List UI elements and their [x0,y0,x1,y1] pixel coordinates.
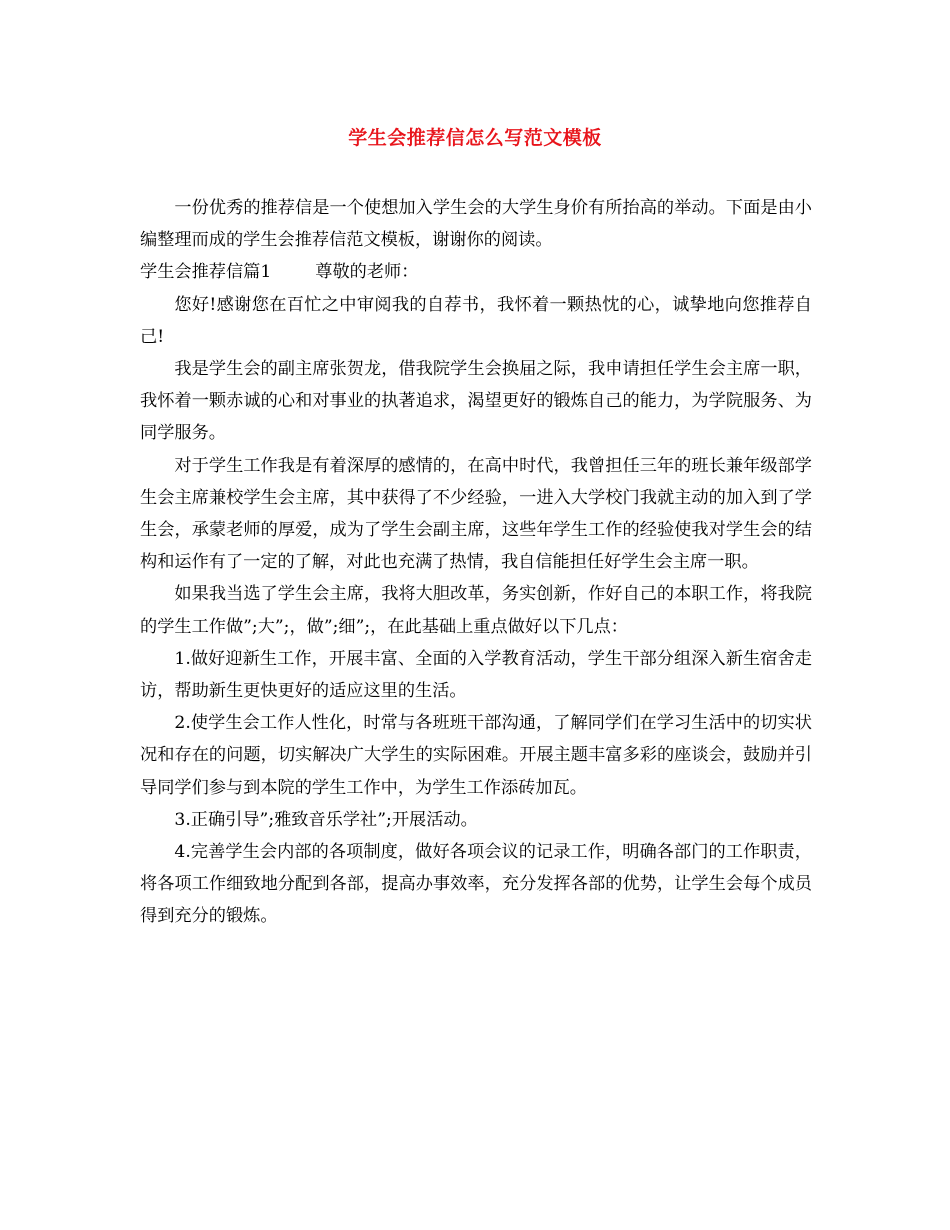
document-title: 学生会推荐信怎么写范文模板 [348,127,602,149]
section-label: 学生会推荐信篇1 [140,262,272,283]
paragraph-self-intro: 我是学生会的副主席张贺龙，借我院学生会换届之际，我申请担任学生会主席一职，我怀着一颗赤诚的心和对事业的执著追求，渴望更好的锻炼自己的能力，为学院服务、为同学服务。 [140,359,812,444]
paragraph-greeting: 您好!感谢您在百忙之中审阅我的自荐书，我怀着一颗热忱的心，诚挚地向您推荐自己! [140,294,812,347]
paragraph-plan: 如果我当选了学生会主席，我将大胆改革，务实创新，作好自己的本职工作，将我院的学生工作做”;大”;，做”;细”;，在此基础上重点做好以下几点： [140,584,812,637]
list-item-3: 3.正确引导”;雅致音乐学社”;开展活动。 [174,809,478,830]
list-item-1: 1.做好迎新生工作，开展丰富、全面的入学教育活动，学生干部分组深入新生宿舍走访，帮助新生更快更好的适应这里的生活。 [140,648,812,702]
section-heading [140,256,812,288]
document-body [140,192,812,933]
salutation: 尊敬的老师： [315,262,419,283]
paragraph-experience: 对于学生工作我是有着深厚的感情的，在高中时代，我曾担任三年的班长兼年级部学生会主席兼校学生会主席，其中获得了不少经验，一进入大学校门我就主动的加入到了学生会，承蒙老师的厚爱，成为了学生会副主席，这些年学生工作的经验使我对学生会的结构和运作有了一定的了解，对此也充满了热情，我自信能担任好学生会主席一职。 [140,455,812,573]
intro-paragraph: 一份优秀的推荐信是一个使想加入学生会的大学生身价有所抬高的举动。下面是由小编整理而成的学生会推荐信范文模板，谢谢你的阅读。 [140,198,812,251]
list-item-2: 2.使学生会工作人性化，时常与各班班干部沟通，了解同学们在学习生活中的切实状况和存在的问题，切实解决广大学生的实际困难。开展主题丰富多彩的座谈会，鼓励并引导同学们参与到本院的学生工作中，为学生工作添砖加瓦。 [140,713,812,798]
list-item-4: 4.完善学生会内部的各项制度，做好各项会议的记录工作，明确各部门的工作职责，将各项工作细致地分配到各部，提高办事效率，充分发挥各部的优势，让学生会每个成员得到充分的锻炼。 [140,842,812,927]
